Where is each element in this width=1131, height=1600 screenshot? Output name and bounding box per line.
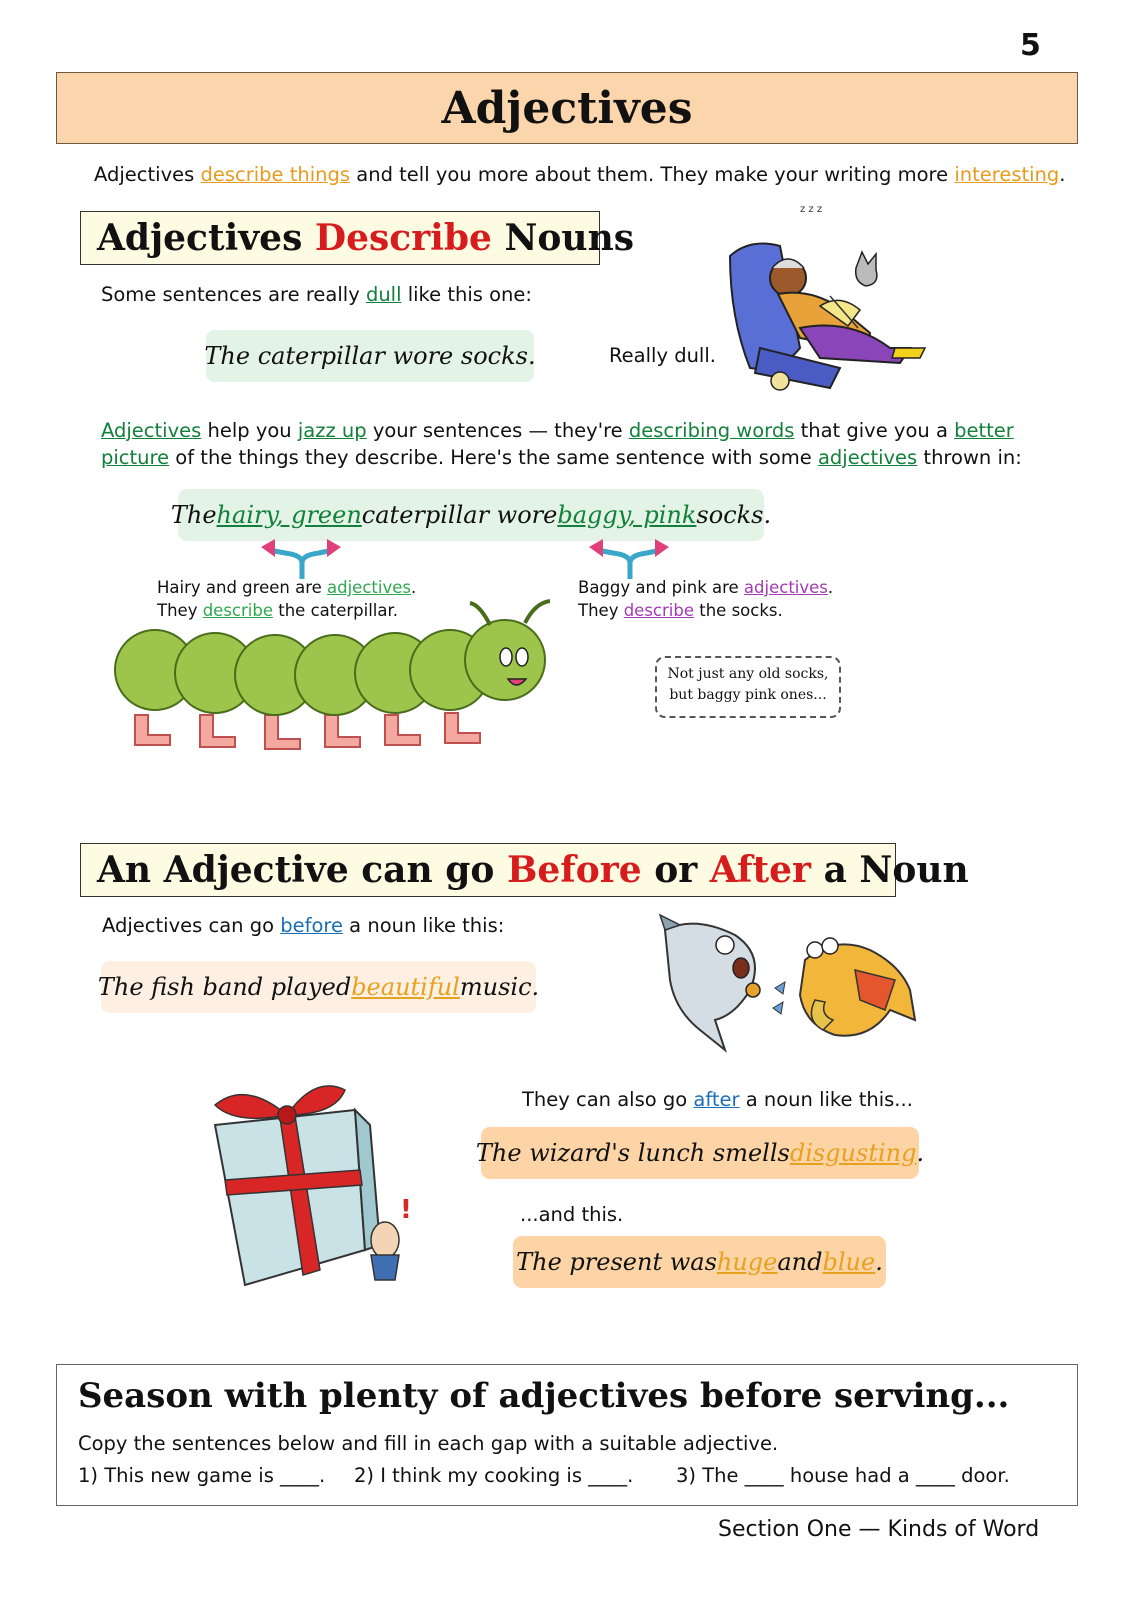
section2-heading-c: or bbox=[654, 849, 698, 891]
present-text-2: and bbox=[777, 1248, 823, 1276]
before-intro bbox=[102, 914, 504, 937]
present-highlight-huge: huge bbox=[716, 1248, 778, 1276]
example-box-present bbox=[513, 1236, 886, 1288]
fish-text-2: music. bbox=[459, 973, 540, 1001]
example-dull-sentence: The caterpillar wore socks. bbox=[204, 342, 536, 370]
intro-highlight-describe: describe things bbox=[200, 163, 351, 186]
section2-heading-e: a Noun bbox=[823, 849, 969, 891]
section2-heading-d: After bbox=[709, 849, 812, 891]
after-text-2: a noun like this... bbox=[739, 1088, 913, 1111]
para-highlight-describing-words: describing words bbox=[628, 419, 795, 442]
note-right-text-3: They bbox=[578, 601, 624, 620]
really-dull-label: Really dull. bbox=[609, 344, 716, 367]
before-text-1: Adjectives can go bbox=[102, 914, 281, 937]
intro-text-1: Adjectives bbox=[94, 163, 201, 186]
exercise-instruction: Copy the sentences below and fill in each gap with a suitable adjective. bbox=[78, 1432, 779, 1455]
before-text-2: a noun like this: bbox=[342, 914, 505, 937]
fish-text-1: The fish band played bbox=[97, 973, 352, 1001]
after-intro bbox=[522, 1088, 913, 1111]
para-highlight-better: better bbox=[954, 419, 1014, 442]
section2-heading-a: An Adjective can go bbox=[97, 849, 495, 891]
para-text-5: thrown in: bbox=[917, 446, 1022, 469]
socks-speech-bubble bbox=[655, 656, 841, 718]
zzz-text: z z z bbox=[800, 204, 823, 215]
example-box-jazzed bbox=[170, 489, 772, 541]
present-highlight-blue: blue bbox=[822, 1248, 876, 1276]
section2-heading-b: Before bbox=[506, 849, 642, 891]
para-highlight-jazz-up: jazz up bbox=[297, 419, 367, 442]
wizard-text-1: The wizard's lunch smells bbox=[475, 1139, 790, 1167]
note-right-highlight-adjectives: adjectives bbox=[743, 578, 828, 597]
page-title-bar bbox=[56, 72, 1078, 144]
dull-text-1: Some sentences are really bbox=[101, 283, 366, 306]
para-highlight-adjectives: Adjectives bbox=[101, 419, 202, 442]
exclamation-icon: ! bbox=[400, 1195, 412, 1225]
section1-heading-b: Describe bbox=[314, 217, 492, 259]
para-text-2: your sentences — they're bbox=[366, 419, 629, 442]
exercise-question-3: 3) The ____ house had a ____ door. bbox=[676, 1464, 1010, 1487]
note-left-text-2: . bbox=[410, 578, 417, 597]
para-highlight-picture: picture bbox=[101, 446, 170, 469]
section1-heading bbox=[80, 211, 635, 265]
present-illustration bbox=[205, 1070, 420, 1290]
and-this-label: ...and this. bbox=[520, 1203, 624, 1226]
para-text-4: of the things they describe. Here's the same sentence with some bbox=[169, 446, 818, 469]
bubble-line-2: but baggy pink ones... bbox=[669, 687, 827, 703]
example2-highlight-baggy-pink: baggy, pink bbox=[557, 501, 697, 529]
before-highlight: before bbox=[280, 914, 343, 937]
note-left-text-3: They bbox=[157, 601, 203, 620]
wizard-highlight-disgusting: disgusting bbox=[789, 1139, 917, 1167]
jazz-up-paragraph bbox=[101, 417, 1022, 471]
exercise-question-1: 1) This new game is ____. bbox=[78, 1464, 326, 1487]
intro-text-2: and tell you more about them. They make your writing more bbox=[350, 163, 955, 186]
note-right-text-2: . bbox=[827, 578, 834, 597]
note-left-text-4: the caterpillar. bbox=[273, 601, 399, 620]
intro-highlight-interesting: interesting bbox=[954, 163, 1060, 186]
grandma-knitting-illustration bbox=[720, 198, 940, 403]
example-box-fish bbox=[97, 961, 540, 1013]
example-box-dull bbox=[206, 330, 534, 382]
note-right-text-1: Baggy and pink are bbox=[578, 578, 744, 597]
note-right-highlight-describe: describe bbox=[623, 601, 694, 620]
example2-text-3: socks. bbox=[696, 501, 772, 529]
fish-highlight-beautiful: beautiful bbox=[351, 973, 460, 1001]
present-text-1: The present was bbox=[516, 1248, 717, 1276]
dull-text-2: like this one: bbox=[401, 283, 532, 306]
para-highlight-adjectives-2: adjectives bbox=[817, 446, 918, 469]
after-highlight: after bbox=[693, 1088, 740, 1111]
after-text-1: They can also go bbox=[522, 1088, 694, 1111]
note-left-highlight-adjectives: adjectives bbox=[327, 578, 411, 597]
example2-text-2: caterpillar wore bbox=[361, 501, 558, 529]
example2-highlight-hairy-green: hairy, green bbox=[216, 501, 362, 529]
example-box-wizard bbox=[475, 1127, 925, 1179]
exercise-question-2: 2) I think my cooking is ____. bbox=[354, 1464, 634, 1487]
intro-text bbox=[94, 163, 1065, 186]
footer-section-label: Section One — Kinds of Word bbox=[718, 1517, 1040, 1542]
para-text-1: help you bbox=[201, 419, 298, 442]
exercise-title: Season with plenty of adjectives before serving... bbox=[78, 1376, 1010, 1416]
section2-heading bbox=[80, 843, 969, 897]
page-number: 5 bbox=[1020, 28, 1041, 63]
para-text-3: that give you a bbox=[794, 419, 955, 442]
present-text-3: . bbox=[875, 1248, 883, 1276]
example2-text-1: The bbox=[170, 501, 217, 529]
page-title: Adjectives bbox=[441, 82, 693, 134]
note-left-text-1: Hairy and green are bbox=[157, 578, 328, 597]
section1-heading-c: Nouns bbox=[504, 217, 635, 259]
socks-note bbox=[578, 576, 833, 622]
bubble-line-1: Not just any old socks, bbox=[667, 666, 829, 682]
note-right-text-4: the socks. bbox=[694, 601, 783, 620]
wizard-text-2: . bbox=[916, 1139, 925, 1167]
arrow-left-icon bbox=[255, 535, 350, 580]
intro-text-3: . bbox=[1059, 163, 1066, 186]
caterpillar-illustration bbox=[110, 595, 570, 780]
note-left-highlight-describe: describe bbox=[202, 601, 273, 620]
dull-sentence-intro bbox=[101, 283, 532, 306]
section1-heading-a: Adjectives bbox=[97, 217, 303, 259]
fish-band-illustration bbox=[655, 910, 920, 1060]
dull-highlight: dull bbox=[365, 283, 402, 306]
arrow-right-icon bbox=[583, 535, 678, 580]
